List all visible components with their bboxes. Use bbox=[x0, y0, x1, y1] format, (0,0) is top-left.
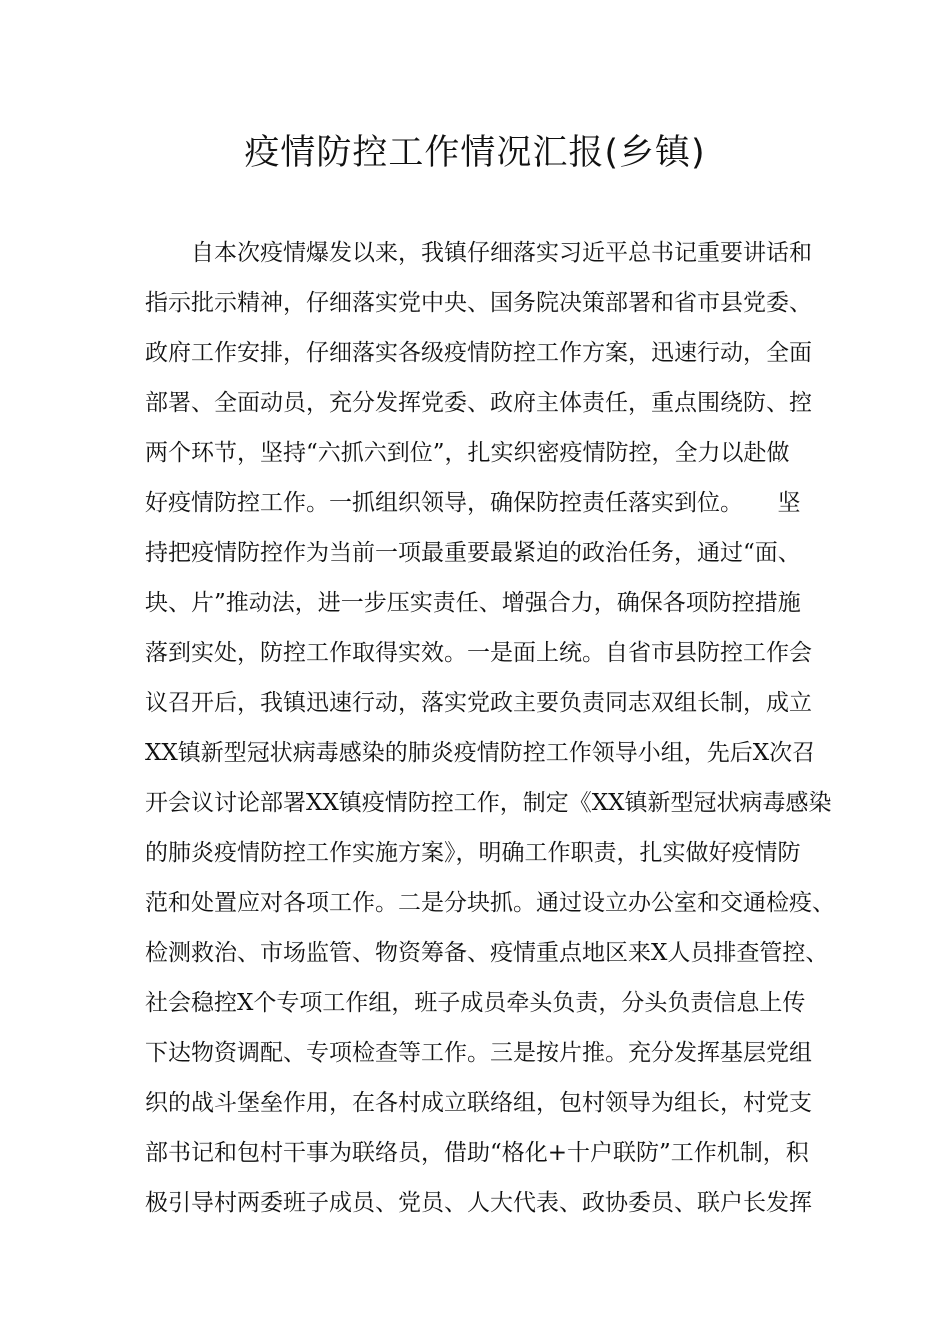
body-line: 好疫情防控工作。一抓组织领导，确保防控责任落实到位。 坚 bbox=[145, 490, 801, 516]
body-line: 指示批示精神，仔细落实党中央、国务院决策部署和省市县党委、 bbox=[145, 290, 812, 316]
body-line: XX镇新型冠状病毒感染的肺炎疫情防控工作领导小组，先后X次召 bbox=[145, 740, 816, 766]
body-line: 政府工作安排，仔细落实各级疫情防控工作方案，迅速行动，全面 bbox=[145, 340, 812, 366]
body-line: 部书记和包村干事为联络员，借助“格化+十户联防”工作机制，积 bbox=[145, 1140, 809, 1166]
document-title: 疫情防控工作情况汇报(乡镇) bbox=[244, 133, 706, 173]
body-line: 持把疫情防控作为当前一项最重要最紧迫的政治任务，通过“面、 bbox=[145, 540, 801, 566]
body-line: 的肺炎疫情防控工作实施方案》，明确工作职责，扎实做好疫情防 bbox=[145, 840, 801, 866]
body-line: 部署、全面动员，充分发挥党委、政府主体责任，重点围绕防、控 bbox=[145, 390, 812, 416]
body-line: 自本次疫情爆发以来，我镇仔细落实习近平总书记重要讲话和 bbox=[191, 240, 812, 266]
body-line: 落到实处，防控工作取得实效。一是面上统。自省市县防控工作会 bbox=[145, 640, 812, 666]
body-line: 社会稳控X个专项工作组，班子成员牵头负责，分头负责信息上传 bbox=[145, 990, 806, 1016]
body-line: 织的战斗堡垒作用，在各村成立联络组，包村领导为组长，村党支 bbox=[145, 1090, 812, 1116]
body-line: 开会议讨论部署XX镇疫情防控工作，制定《XX镇新型冠状病毒感染 bbox=[145, 790, 832, 816]
body-line: 下达物资调配、专项检查等工作。三是按片推。充分发挥基层党组 bbox=[145, 1040, 812, 1066]
body-line: 议召开后，我镇迅速行动，落实党政主要负责同志双组长制，成立 bbox=[145, 690, 812, 716]
body-line: 检测救治、市场监管、物资筹备、疫情重点地区来X人员排查管控、 bbox=[145, 940, 829, 966]
document-body bbox=[145, 228, 835, 1228]
body-line: 两个环节，坚持“六抓六到位”，扎实织密疫情防控，全力以赴做 bbox=[145, 440, 790, 466]
body-line: 块、片”推动法，进一步压实责任、增强合力，确保各项防控措施 bbox=[145, 590, 801, 616]
body-line: 极引导村两委班子成员、党员、人大代表、政协委员、联户长发挥 bbox=[145, 1190, 812, 1216]
body-line: 范和处置应对各项工作。二是分块抓。通过设立办公室和交通检疫、 bbox=[145, 890, 835, 916]
